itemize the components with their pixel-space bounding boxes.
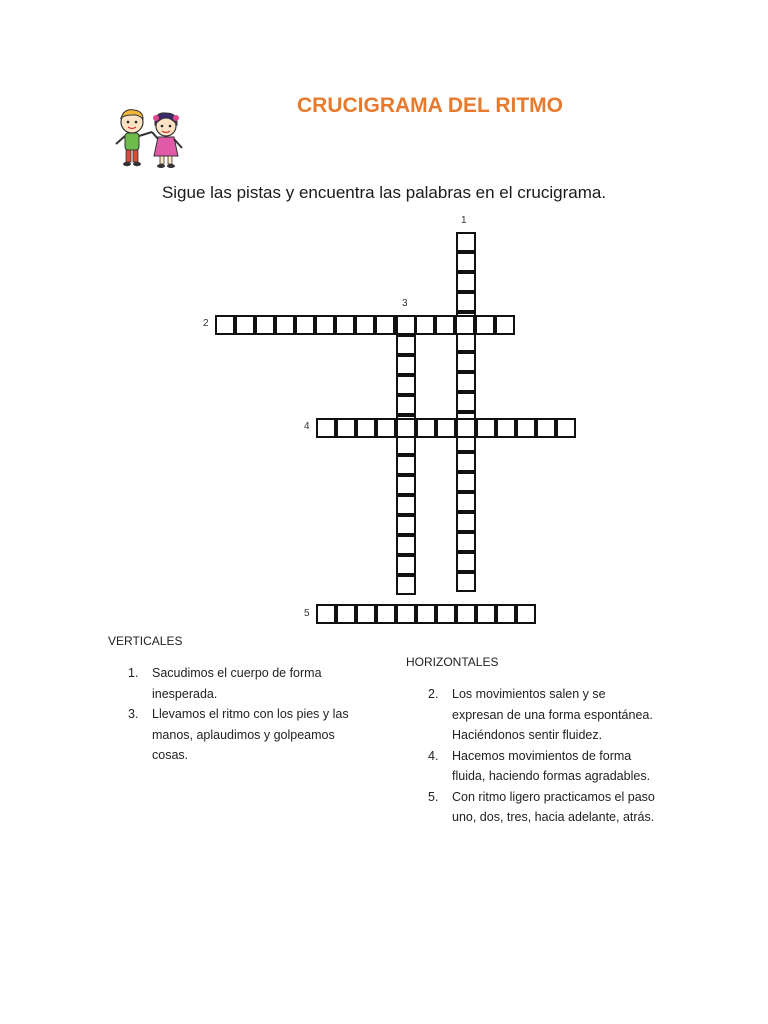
- crossword-cell[interactable]: [456, 392, 476, 412]
- crossword-cell[interactable]: [436, 604, 456, 624]
- crossword-cell[interactable]: [396, 395, 416, 415]
- clue-item: 5. Con ritmo ligero practicamos el paso uno, dos, tres, hacia adelante, atrás.: [428, 789, 655, 824]
- crossword-cell[interactable]: [516, 604, 536, 624]
- crossword-cell[interactable]: [456, 532, 476, 552]
- crossword-cell[interactable]: [336, 604, 356, 624]
- crossword-cell[interactable]: [376, 604, 396, 624]
- crossword-cell[interactable]: [456, 452, 476, 472]
- crossword-cell[interactable]: [455, 315, 475, 335]
- crossword-cell[interactable]: [355, 315, 375, 335]
- crossword-cell[interactable]: [436, 418, 456, 438]
- crossword-cell[interactable]: [295, 315, 315, 335]
- crossword-cell[interactable]: [536, 418, 556, 438]
- children-holding-hands-icon: [110, 106, 190, 174]
- crossword-cell[interactable]: [456, 604, 476, 624]
- clue-item: 1. Sacudimos el cuerpo de forma inesperada.: [128, 666, 322, 701]
- crossword-cell[interactable]: [396, 315, 416, 335]
- crossword-cell[interactable]: [456, 292, 476, 312]
- crossword-cell[interactable]: [235, 315, 255, 335]
- crossword-cell[interactable]: [356, 418, 376, 438]
- crossword-cell[interactable]: [516, 418, 536, 438]
- horizontales-clues: [428, 684, 660, 828]
- horizontales-heading: HORIZONTALES: [406, 655, 499, 669]
- crossword-cell[interactable]: [456, 572, 476, 592]
- crossword-cell[interactable]: [456, 232, 476, 252]
- crossword-cell[interactable]: [396, 535, 416, 555]
- clue-number-5: 5: [304, 608, 310, 619]
- clue-number-4: 4: [304, 421, 310, 432]
- crossword-cell[interactable]: [456, 352, 476, 372]
- crossword-cell[interactable]: [396, 335, 416, 355]
- instructions: Sigue las pistas y encuentra las palabras en el crucigrama.: [161, 183, 607, 202]
- crossword-cell[interactable]: [316, 418, 336, 438]
- crossword-cell[interactable]: [496, 418, 516, 438]
- crossword-cell[interactable]: [376, 418, 396, 438]
- crossword-cell[interactable]: [396, 455, 416, 475]
- crossword-cell[interactable]: [316, 604, 336, 624]
- crossword-cell[interactable]: [255, 315, 275, 335]
- crossword-cell[interactable]: [456, 418, 476, 438]
- clue-item: 3. Llevamos el ritmo con los pies y las manos, aplaudimos y golpeamos cosas.: [128, 707, 349, 762]
- crossword-cell[interactable]: [456, 372, 476, 392]
- crossword-cell[interactable]: [416, 604, 436, 624]
- crossword-cell[interactable]: [396, 435, 416, 455]
- crossword-cell[interactable]: [315, 315, 335, 335]
- crossword-cell[interactable]: [275, 315, 295, 335]
- crossword-cell[interactable]: [556, 418, 576, 438]
- crossword-cell[interactable]: [456, 332, 476, 352]
- crossword-cell[interactable]: [495, 315, 515, 335]
- crossword-cell[interactable]: [396, 515, 416, 535]
- crossword-cell[interactable]: [336, 418, 356, 438]
- crossword-cell[interactable]: [215, 315, 235, 335]
- crossword-cell[interactable]: [396, 575, 416, 595]
- verticales-clues: [128, 663, 352, 766]
- crossword-cell[interactable]: [476, 604, 496, 624]
- crossword-cell[interactable]: [456, 552, 476, 572]
- crossword-cell[interactable]: [456, 512, 476, 532]
- clue-number-1: 1: [461, 215, 467, 226]
- crossword-cell[interactable]: [396, 495, 416, 515]
- clue-item: 2. Los movimientos salen y se expresan de una forma espontánea. Haciéndonos sentir fluidez.: [428, 687, 653, 742]
- crossword-cell[interactable]: [456, 492, 476, 512]
- crossword-cell[interactable]: [396, 355, 416, 375]
- crossword-cell[interactable]: [356, 604, 376, 624]
- crossword-cell[interactable]: [396, 604, 416, 624]
- crossword-cell[interactable]: [435, 315, 455, 335]
- crossword-cell[interactable]: [415, 315, 435, 335]
- page-title: CRUCIGRAMA DEL RITMO: [297, 94, 563, 117]
- crossword-cell[interactable]: [456, 472, 476, 492]
- clue-number-3: 3: [402, 298, 408, 309]
- crossword-cell[interactable]: [396, 555, 416, 575]
- crossword-cell[interactable]: [496, 604, 516, 624]
- crossword-cell[interactable]: [456, 252, 476, 272]
- verticales-heading: VERTICALES: [108, 634, 183, 648]
- crossword-cell[interactable]: [396, 418, 416, 438]
- crossword-cell[interactable]: [396, 375, 416, 395]
- crossword-cell[interactable]: [476, 418, 496, 438]
- crossword-cell[interactable]: [416, 418, 436, 438]
- crossword-cell[interactable]: [456, 272, 476, 292]
- crossword-cell[interactable]: [375, 315, 395, 335]
- clue-item: 4. Hacemos movimientos de forma fluida, haciendo formas agradables.: [428, 748, 651, 783]
- crossword-cell[interactable]: [475, 315, 495, 335]
- clue-number-2: 2: [203, 318, 209, 329]
- crossword-cell[interactable]: [396, 475, 416, 495]
- crossword-cell[interactable]: [335, 315, 355, 335]
